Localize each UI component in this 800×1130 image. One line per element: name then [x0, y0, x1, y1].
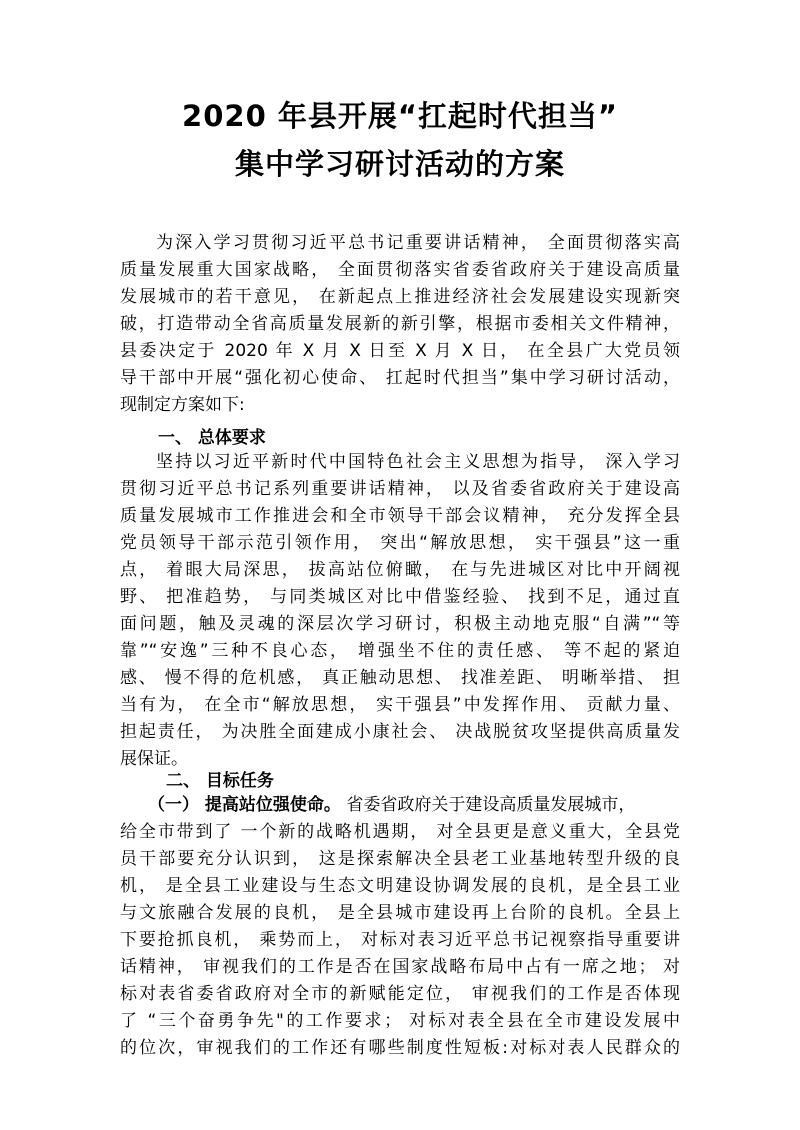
paragraph-line: 点， 着眼大局深思， 拔高站位俯瞰， 在与先进城区对比中开阔视 [120, 560, 680, 580]
paragraph-line: 导干部中开展“强化初心使命、 扛起时代担当”集中学习研讨活动， [120, 368, 680, 388]
title-line-1: 2020 年县开展“扛起时代担当” [182, 99, 618, 133]
paragraph-line: 党员领导干部示范引领作用， 突出“解放思想， 实干强县”这一重 [120, 533, 680, 553]
paragraph-line: 标对表省委省政府对全市的新赋能定位， 审视我们的工作是否体现 [120, 984, 680, 1004]
paragraph-line: 担起责任， 为决胜全面建成小康社会、 决战脱贫攻坚提供高质量发 [120, 722, 680, 742]
paragraph-line: 的位次，审视我们的工作还有哪些制度性短板:对标对表人民群众的 [120, 1038, 680, 1058]
paragraph-line: 机， 是全县工业建设与生态文明建设协调发展的良机，是全县工业 [120, 876, 680, 896]
title-line-2: 集中学习研讨活动的方案 [234, 147, 565, 181]
paragraph-line: 员干部要充分认识到， 这是探索解决全县老工业基地转型升级的良 [120, 849, 680, 869]
paragraph-line: 贯彻习近平总书记系列重要讲话精神， 以及省委省政府关于建设高 [120, 479, 680, 499]
subsection-text: 省委省政府关于建设高质量发展城市， [340, 795, 636, 815]
paragraph-line: 现制定方案如下: [120, 395, 245, 415]
paragraph-line: 为深入学习贯彻习近平总书记重要讲话精神， 全面贯彻落实高 [156, 233, 680, 253]
paragraph-line: 与文旅融合发展的良机， 是全县城市建设再上台阶的良机。全县上 [120, 903, 680, 923]
paragraph-line: 话精神， 审视我们的工作是否在国家战略布局中占有一席之地； 对 [120, 957, 680, 977]
section-heading: 一、 总体要求 [158, 428, 266, 448]
paragraph-line: 质量发展城市工作推进会和全市领导干部会议精神， 充分发挥全县 [120, 506, 680, 526]
paragraph-line: 县委决定于 2020 年 X 月 X 日至 X 月 X 日， 在全县广大党员领 [120, 341, 680, 361]
paragraph-line: 给全市带到了 一个新的战略机遇期， 对全县更是意义重大，全县党 [120, 822, 680, 842]
section-heading: 二、 目标任务 [166, 771, 274, 791]
paragraph-line: 下要抢抓良机， 乘势而上， 对标对表习近平总书记视察指导重要讲 [120, 930, 680, 950]
paragraph-line: 展保证。 [120, 749, 188, 769]
subsection-heading: （一） 提高站位强使命。 [148, 795, 341, 815]
paragraph-line: 当有为， 在全市“解放思想， 实干强县”中发挥作用、 贡献力量、 [120, 695, 680, 715]
paragraph-line: 发展城市的若干意见， 在新起点上推进经济社会发展建设实现新突 [120, 287, 680, 307]
paragraph-line: 坚持以习近平新时代中国特色社会主义思想为指导， 深入学习 [156, 452, 680, 472]
paragraph-line: 面问题，触及灵魂的深层次学习研讨，积极主动地克服“自满”“等 [120, 614, 680, 634]
paragraph-line: 破，打造带动全省高质量发展新的新引擎，根据市委相关文件精神， [120, 314, 680, 334]
paragraph-line: 靠”“安逸”三种不良心态， 增强坐不住的责任感、 等不起的紧迫 [120, 641, 680, 661]
paragraph-line: 质量发展重大国家战略， 全面贯彻落实省委省政府关于建设高质量 [120, 260, 680, 280]
paragraph-line: 了 “三个奋勇争先"的工作要求； 对标对表全县在全市建设发展中 [120, 1011, 680, 1031]
subsection-line [148, 794, 680, 816]
paragraph-line: 感、 慢不得的危机感， 真正触动思想、 找准差距、 明晰举措、 担 [120, 668, 680, 688]
paragraph-line: 野、 把准趋势， 与同类城区对比中借鉴经验、 找到不足，通过直 [120, 587, 680, 607]
